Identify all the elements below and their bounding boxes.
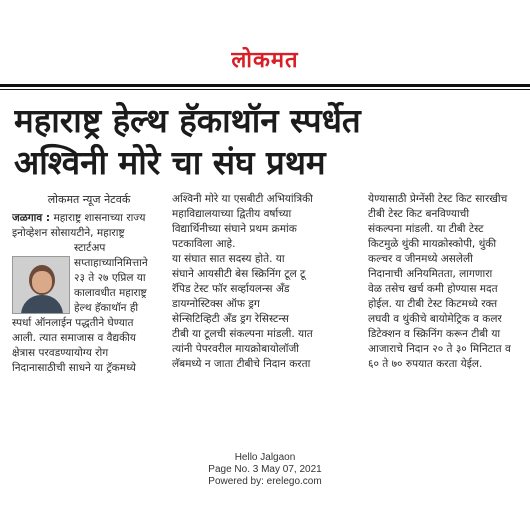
- body-line: महाविद्यालयाच्या द्वितीय वर्षाच्या: [172, 208, 292, 220]
- newspaper-masthead: लोकमत: [231, 47, 299, 73]
- body-line: हेल्थ हॅकाथॉन ही: [74, 302, 139, 314]
- body-line: निदानासाठीची साधने या ट्रॅकमध्ये: [12, 362, 137, 374]
- dateline-paragraph: [12, 211, 166, 226]
- body-line: संकल्पना मांडली. या टीबी टेस्ट: [368, 223, 484, 235]
- body-line: किटमुळे थुंकी मायक्रोस्कोपी, थुंकी: [368, 238, 497, 250]
- body-line: विद्यार्थिनीच्या संघाने प्रथम क्रमांक: [172, 223, 297, 235]
- body-line: २३ ते २७ एप्रिल या: [74, 272, 146, 284]
- body-line: डायग्नोस्टिक्स ऑफ ड्रग: [172, 298, 260, 310]
- body-line: क्षेत्रास परवडण्यायोग्य रोग: [12, 347, 109, 359]
- body-line: त्यांनी पेपरवरील मायक्रोबायोलॉजी: [172, 343, 300, 355]
- body-line: स्पर्धा ऑनलाईन पद्धतीने घेण्यात: [12, 317, 134, 329]
- body-line: टीबी टेस्ट किट बनविण्याची: [368, 208, 470, 220]
- body-line: कल्चर व जीनमध्ये असलेली: [368, 253, 473, 265]
- byline: लोकमत न्यूज नेटवर्क: [47, 193, 131, 206]
- body-line: आजाराचे निदान २० ते ३० मिनिटात व: [368, 343, 511, 355]
- body-line: रॅपिड टेस्ट फॉर सर्व्हायलन्स अँड: [172, 283, 290, 295]
- article-headline: [14, 100, 524, 184]
- body-line: अश्विनी मोरे या एसबीटी अभियांत्रिकी: [172, 193, 313, 205]
- headline-line-2: अश्विनी मोरे चा संघ प्रथम: [14, 143, 326, 182]
- powered-by: Powered by: erelego.com: [208, 476, 322, 487]
- article-column-2: [172, 192, 354, 372]
- body-line: ६० ते ७० रुपयात करता येईल.: [368, 358, 483, 370]
- body-line: स्टार्टअप: [74, 242, 106, 254]
- body-line: संघाने आयसीटी बेस स्क्रिनिंग टूल टू: [172, 268, 306, 280]
- body-line: लघवी व थुंकीचे बायोमेट्रिक व कलर: [368, 313, 502, 325]
- masthead-rule: [0, 84, 530, 87]
- body-line: सेन्सिटिव्हिटी अँड ड्रग रेसिस्टन्स: [172, 313, 289, 325]
- photo-face: [32, 271, 52, 293]
- body-line: इनोव्हेशन सोसायटीने, महाराष्ट्र: [12, 227, 125, 239]
- body-line: टीबी या टूलची संकल्पना मांडली. यात: [172, 328, 313, 340]
- body-line: निदानाची अनियमितता, लागणारा: [368, 268, 493, 280]
- body-line: येण्यासाठी प्रेग्नेंसी टेस्ट किट सारखीच: [368, 193, 508, 205]
- body-line: महाराष्ट्र शासनाच्या राज्य: [50, 212, 146, 224]
- body-line: वेळ तसेच खर्च कमी होण्यास मदत: [368, 283, 498, 295]
- body-line: होईल. या टीबी टेस्ट किटमध्ये रक्त: [368, 298, 498, 310]
- masthead-rule-thin: [0, 89, 530, 90]
- body-line: सप्ताहाच्यानिमित्ताने: [74, 257, 148, 269]
- headline-line-1: महाराष्ट्र हेल्थ हॅकाथॉन स्पर्धेत: [14, 101, 361, 140]
- page-and-date: Page No. 3 May 07, 2021: [208, 464, 322, 475]
- clipping-footer: [0, 452, 530, 488]
- author-photo: [12, 256, 70, 314]
- body-line: लॅबमध्ये न जाता टीबीचे निदान करता: [172, 358, 311, 370]
- body-line: डिटेक्शन व स्क्रिनिंग करून टीबी या: [368, 328, 501, 340]
- dateline: जळगाव :: [12, 212, 51, 224]
- body-line: कालावधीत महाराष्ट्र: [74, 287, 147, 299]
- article-column-3: [368, 192, 530, 372]
- photo-body: [21, 295, 63, 314]
- body-line: या संघात सात सदस्य होते. या: [172, 253, 285, 265]
- edition-name: Hello Jalgaon: [234, 452, 296, 463]
- body-line: पटकाविला आहे.: [172, 238, 236, 250]
- body-line: आली. त्यात समाजास व वैद्यकीय: [12, 332, 136, 344]
